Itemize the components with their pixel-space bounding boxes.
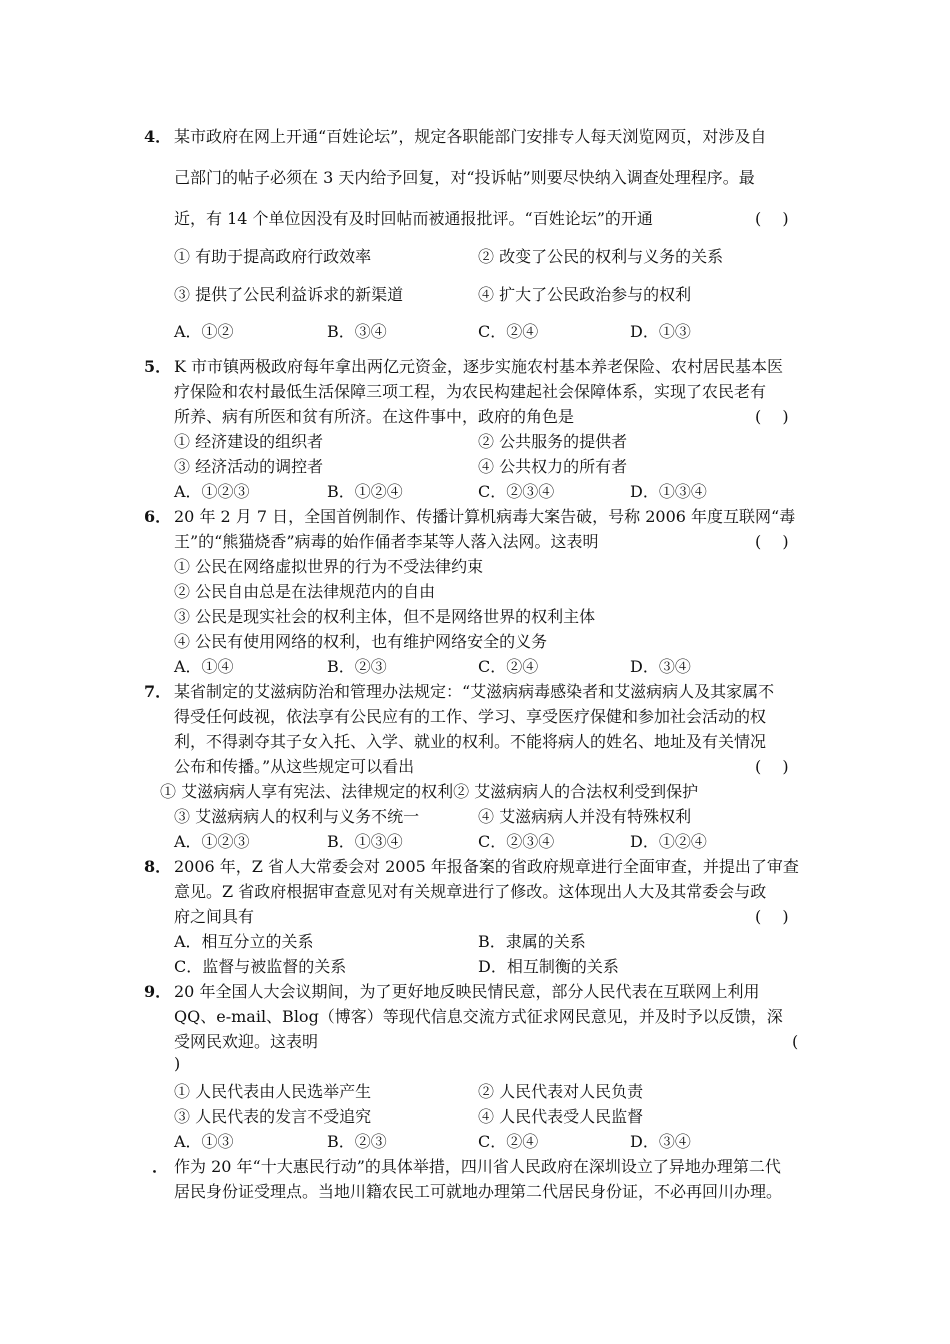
- q6-option-c: C．②④: [478, 657, 539, 676]
- q7-option-a: A．①②③: [174, 832, 250, 851]
- q8-option-c: C．监督与被监督的关系: [174, 957, 347, 976]
- q4-option-c: C．②④: [478, 322, 539, 341]
- q4-number: 4．: [144, 127, 172, 146]
- q5-option-a: A．①②③: [174, 482, 250, 501]
- q8-option-a: A．相互分立的关系: [174, 932, 314, 951]
- q8-answer-paren: ( ): [755, 907, 789, 926]
- q4-choice-4: ④ 扩大了公民政治参与的权利: [478, 285, 692, 304]
- q9-stem-line-1: 20 年全国人大会议期间，为了更好地反映民情民意，部分人民代表在互联网上利用: [174, 982, 760, 1001]
- q4-choice-1: ① 有助于提高政府行政效率: [174, 247, 372, 266]
- q6-number: 6．: [144, 507, 172, 526]
- q7-stem-line-2: 得受任何歧视，依法享有公民应有的工作、学习、享受医疗保健和参加社会活动的权: [174, 707, 767, 726]
- q5-stem-line-1: K 市市镇两极政府每年拿出两亿元资金，逐步实施农村基本养老保险、农村居民基本医: [174, 357, 784, 376]
- q6-option-a: A．①④: [174, 657, 234, 676]
- q9-stem-line-2: QQ、e-mail、Blog（博客）等现代信息交流方式征求网民意见，并及时予以反馈，深: [174, 1007, 783, 1026]
- q8-number: 8．: [144, 857, 172, 876]
- q9-option-d: D．③④: [630, 1132, 691, 1151]
- q5-answer-paren: ( ): [755, 407, 789, 426]
- q7-choice-3: ③ 艾滋病病人的权利与义务不统一: [174, 807, 420, 826]
- q6-answer-paren: ( ): [755, 532, 789, 551]
- q5-stem-line-3: 所养、病有所医和贫有所济。在这件事中，政府的角色是: [174, 407, 575, 426]
- q5-choice-3: ③ 经济活动的调控者: [174, 457, 324, 476]
- q7-answer-paren: ( ): [755, 757, 789, 776]
- q9-stem-line-3: 受网民欢迎。这表明: [174, 1032, 319, 1051]
- q5-stem-line-2: 疗保险和农村最低生活保障三项工程，为农民构建起社会保障体系，实现了农民老有: [174, 382, 767, 401]
- q5-choice-2: ② 公共服务的提供者: [478, 432, 628, 451]
- q9-option-b: B．②③: [327, 1132, 387, 1151]
- q6-stem-line-2: 王”的“熊猫烧香”病毒的始作俑者李某等人落入法网。这表明: [174, 532, 599, 551]
- q5-choice-4: ④ 公共权力的所有者: [478, 457, 628, 476]
- q4-stem-line-3: 近，有 14 个单位因没有及时回帖而被通报批评。“百姓论坛”的开通: [174, 209, 653, 228]
- q10-stem-line-1: 作为 20 年“十大惠民行动”的具体举措，四川省人民政府在深圳设立了异地办理第二代: [174, 1157, 781, 1176]
- q7-choice-4: ④ 艾滋病病人并没有特殊权利: [478, 807, 692, 826]
- q9-choice-4: ④ 人民代表受人民监督: [478, 1107, 644, 1126]
- q7-option-c: C．②③④: [478, 832, 555, 851]
- q7-stem-line-4: 公布和传播。”从这些规定可以看出: [174, 757, 415, 776]
- q7-stem-line-3: 利，不得剥夺其子女入托、入学、就业的权利。不能将病人的姓名、地址及有关情况: [174, 732, 767, 751]
- q5-number: 5．: [144, 357, 172, 376]
- q7-choice-1-2: ① 艾滋病病人享有宪法、法律规定的权利② 艾滋病病人的合法权利受到保护: [160, 782, 699, 801]
- q10-stem-line-2: 居民身份证受理点。当地川籍农民工可就地办理第二代居民身份证，不必再回川办理。: [174, 1182, 783, 1201]
- q8-option-b: B．隶属的关系: [478, 932, 586, 951]
- q4-answer-paren: ( ): [755, 209, 789, 228]
- q5-option-d: D．①③④: [630, 482, 707, 501]
- q4-choice-2: ② 改变了公民的权利与义务的关系: [478, 247, 724, 266]
- q8-option-d: D．相互制衡的关系: [478, 957, 619, 976]
- q7-stem-line-1: 某省制定的艾滋病防治和管理办法规定：“艾滋病病毒感染者和艾滋病病人及其家属不: [174, 682, 775, 701]
- q6-stem-line-1: 20 年 2 月 7 日，全国首例制作、传播计算机病毒大案告破，号称 2006 年度互联网“毒: [174, 507, 796, 526]
- q10-number: ．: [152, 1157, 169, 1176]
- q8-stem-line-1: 2006 年，Z 省人大常委会对 2005 年报备案的省政府规章进行全面审查，并提出了审查: [174, 857, 799, 876]
- q8-stem-line-3: 府之间具有: [174, 907, 255, 926]
- q6-option-b: B．②③: [327, 657, 387, 676]
- q6-choice-2: ② 公民自由总是在法律规范内的自由: [174, 582, 436, 601]
- q9-choice-3: ③ 人民代表的发言不受追究: [174, 1107, 372, 1126]
- q9-answer-paren-open: (: [792, 1032, 799, 1051]
- q4-option-d: D．①③: [630, 322, 691, 341]
- q4-option-a: A．①②: [174, 322, 234, 341]
- q9-option-a: A．①③: [174, 1132, 234, 1151]
- q4-stem-line-2: 己部门的帖子必须在 3 天内给予回复，对“投诉帖”则要尽快纳入调查处理程序。最: [174, 168, 755, 187]
- q4-stem-line-1: 某市政府在网上开通“百姓论坛”，规定各职能部门安排专人每天浏览网页，对涉及自: [174, 127, 767, 146]
- q7-option-d: D．①②④: [630, 832, 707, 851]
- q5-choice-1: ① 经济建设的组织者: [174, 432, 324, 451]
- q9-option-c: C．②④: [478, 1132, 539, 1151]
- q6-option-d: D．③④: [630, 657, 691, 676]
- q5-option-b: B．①②④: [327, 482, 403, 501]
- q9-number: 9．: [144, 982, 172, 1001]
- q6-choice-3: ③ 公民是现实社会的权利主体，但不是网络世界的权利主体: [174, 607, 596, 626]
- q5-option-c: C．②③④: [478, 482, 555, 501]
- q7-option-b: B．①③④: [327, 832, 403, 851]
- q6-choice-4: ④ 公民有使用网络的权利，也有维护网络安全的义务: [174, 632, 548, 651]
- q6-choice-1: ① 公民在网络虚拟世界的行为不受法律约束: [174, 557, 484, 576]
- q4-option-b: B．③④: [327, 322, 387, 341]
- q9-choice-1: ① 人民代表由人民选举产生: [174, 1082, 372, 1101]
- q8-stem-line-2: 意见。Z 省政府根据审查意见对有关规章进行了修改。这体现出人大及其常委会与政: [174, 882, 767, 901]
- q4-choice-3: ③ 提供了公民利益诉求的新渠道: [174, 285, 404, 304]
- q9-answer-paren-close: ): [174, 1054, 181, 1073]
- q7-number: 7．: [144, 682, 172, 701]
- q9-choice-2: ② 人民代表对人民负责: [478, 1082, 644, 1101]
